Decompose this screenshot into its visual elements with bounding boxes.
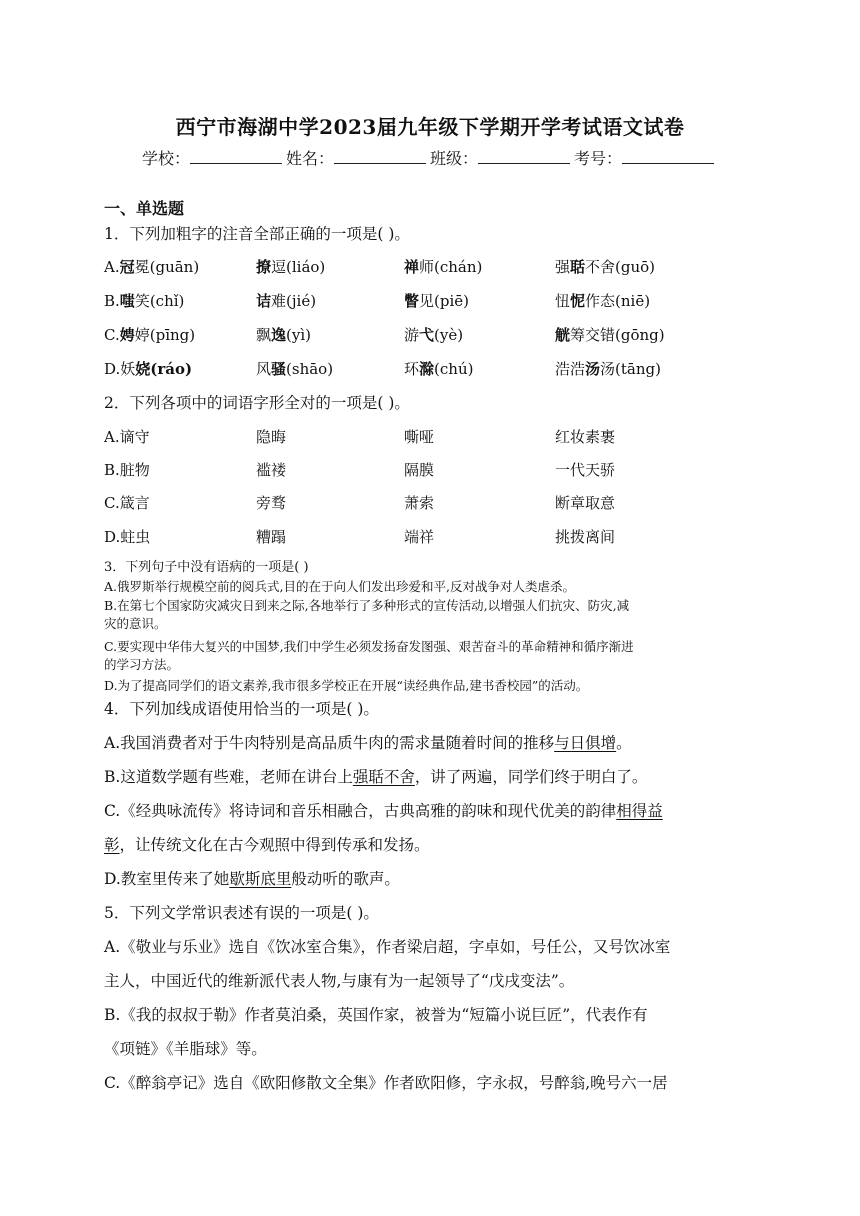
option-word: A.谪守: [104, 428, 150, 446]
underlined-idiom: 与日俱增: [554, 734, 617, 752]
option-text: 风骚(shāo): [256, 360, 334, 378]
question-4-stem: 4．下列加线成语使用恰当的一项是( )。: [104, 700, 379, 718]
question-5-line: B.《我的叔叔于勒》作者莫泊桑，英国作家，被誉为“短篇小说巨匠”，代表作有: [104, 1006, 648, 1024]
option-word: 挑拨离间: [555, 528, 616, 546]
question-3-line: B.在第七个国家防灾减灾日到来之际,各地举行了多种形式的宣传活动,以增强人们抗灾、防灾,减: [104, 598, 630, 613]
question-4-option-a: A.我国消费者对于牛肉特别是高品质牛肉的需求量随着时间的推移与日俱增。: [104, 734, 632, 752]
question-3-line: 灾的意识。: [104, 616, 167, 631]
option-word: 嘶哑: [404, 428, 435, 446]
question-4-option-d: D.教室里传来了她歇斯底里般动听的歌声。: [104, 870, 400, 888]
name-blank[interactable]: [334, 149, 426, 164]
option-word: C.箴言: [104, 494, 150, 512]
option-text: 游弋(yè): [404, 326, 464, 344]
option-text: D.妖娆(ráo): [104, 360, 193, 378]
underlined-idiom: 歇斯底里: [229, 870, 292, 888]
option-word: B.脏物: [104, 461, 150, 479]
option-text: 忸怩作态(niē): [555, 292, 651, 310]
question-1-stem: 1．下列加粗字的注音全部正确的一项是( )。: [104, 225, 410, 243]
option-word: 隐晦: [256, 428, 287, 446]
class-label: 班级：: [430, 149, 479, 168]
option-word: 褴褛: [256, 461, 287, 479]
option-word: 端祥: [404, 528, 435, 546]
question-3-line: D.为了提高同学们的语文素养,我市很多学校正在开展“读经典作品,建书香校园”的活动。: [104, 678, 589, 693]
school-label: 学校：: [141, 149, 190, 168]
option-text: 强聒不舍(guō): [555, 258, 656, 276]
option-word: 旁骛: [256, 494, 287, 512]
option-word: 断章取意: [555, 494, 616, 512]
number-label: 考号：: [574, 149, 623, 168]
option-text: 浩浩汤汤(tāng): [555, 360, 661, 378]
question-3-stem: 3．下列句子中没有语病的一项是( ): [104, 560, 309, 575]
question-5-line: C.《醉翁亭记》选自《欧阳修散文全集》作者欧阳修，字永叔，号醉翁,晚号六一居: [104, 1074, 668, 1092]
option-text: 飘逸(yì): [256, 326, 312, 344]
option-text: 诘难(jié): [256, 292, 317, 310]
exam-title: 西宁市海湖中学2023届九年级下学期开学考试语文试卷: [175, 115, 685, 139]
question-3-line: A.俄罗斯举行规模空前的阅兵式,目的在于向人们发出珍爱和平,反对战争对人类虐杀。: [104, 579, 575, 594]
underlined-idiom: 相得益: [616, 802, 663, 820]
option-text: 环滁(chú): [404, 360, 474, 378]
question-5-line: 《项链》《羊脂球》等。: [104, 1040, 267, 1058]
option-text: 撩逗(liáo): [256, 258, 326, 276]
question-5-line: A.《敬业与乐业》选自《饮冰室合集》，作者梁启超，字卓如，号任公，又号饮冰室: [104, 938, 671, 956]
option-text: C.娉婷(pīng): [104, 326, 196, 344]
name-label: 姓名：: [285, 149, 334, 168]
student-info-line: [0, 146, 860, 169]
option-text: 觥筹交错(gōng): [555, 326, 665, 344]
question-4-option-c: C.《经典咏流传》将诗词和音乐相融合，古典高雅的韵味和现代优美的韵律相得益: [104, 802, 663, 820]
underlined-idiom: 强聒不舍: [352, 768, 415, 786]
question-5-stem: 5．下列文学常识表述有误的一项是( )。: [104, 904, 379, 922]
question-4-option-c-cont: 彰，让传统文化在古今观照中得到传承和发扬。: [104, 836, 430, 854]
option-text: B.嗤笑(chǐ): [104, 292, 185, 310]
school-blank[interactable]: [190, 149, 282, 164]
option-word: 糟蹋: [256, 528, 287, 546]
option-word: 一代天骄: [555, 461, 616, 479]
option-text: 禅师(chán): [404, 258, 483, 276]
option-word: 隔膜: [404, 461, 435, 479]
section-heading: 一、单选题: [104, 199, 185, 218]
question-3-line: 的学习方法。: [104, 657, 180, 672]
question-2-stem: 2．下列各项中的词语字形全对的一项是( )。: [104, 394, 410, 412]
question-3-line: C.要实现中华伟大复兴的中国梦,我们中学生必须发扬奋发图强、艰苦奋斗的革命精神和循序渐进: [104, 639, 634, 654]
option-text: A.冠冕(guān): [104, 258, 200, 276]
option-word: 萧索: [404, 494, 435, 512]
question-5-line: 主人，中国近代的维新派代表人物,与康有为一起领导了“戊戌变法”。: [104, 972, 575, 990]
underlined-idiom: 彰: [104, 836, 120, 854]
class-blank[interactable]: [478, 149, 570, 164]
option-word: 红妆素裹: [555, 428, 616, 446]
option-word: D.蛀虫: [104, 528, 151, 546]
option-text: 瞥见(piē): [404, 292, 469, 310]
number-blank[interactable]: [622, 149, 714, 164]
question-4-option-b: B.这道数学题有些难，老师在讲台上强聒不舍，讲了两遍，同学们终于明白了。: [104, 768, 648, 786]
